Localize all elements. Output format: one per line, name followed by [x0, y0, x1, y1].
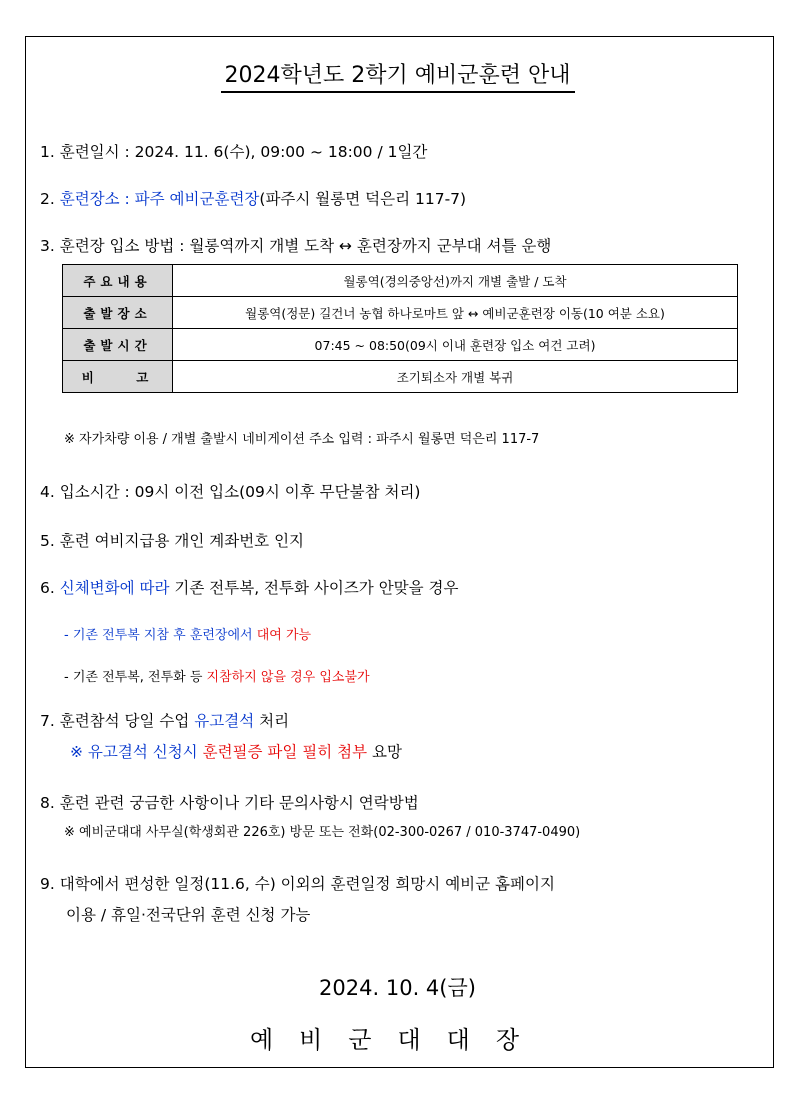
signer: 예비군대대장: [249, 1026, 546, 1054]
item-contact: 8. 훈련 관련 궁금한 사항이나 기타 문의사항시 연락방법: [40, 794, 419, 812]
row-label: 비 고: [63, 361, 173, 393]
absence-note: ※ 유고결석 신청시 훈련필증 파일 필히 첨부 요망: [70, 743, 402, 761]
uniform-highlight: 신체변화에 따라: [59, 579, 170, 597]
row-value: 월롱역(정문) 길건너 농협 하나로마트 앞 ↔ 예비군훈련장 이동(10 여분 소요): [173, 297, 738, 329]
row-label: 출발시간: [63, 329, 173, 361]
location-highlight: 훈련장소 : 파주 예비군훈련장: [59, 190, 260, 208]
contact-details: ※ 예비군대대 사무실(학생회관 226호) 방문 또는 전화(02-300-0267 / 010-3747-0490): [64, 825, 581, 840]
issue-date: 2024. 10. 4(금): [319, 976, 476, 1000]
item-other-schedule-cont: 이용 / 휴일·전국단위 훈련 신청 가능: [66, 906, 311, 924]
table-row: [63, 265, 738, 297]
item-entry-method: 3. 훈련장 입소 방법 : 월롱역까지 개별 도착 ↔ 훈련장까지 군부대 셔틀 운행: [40, 237, 552, 255]
row-value: 월롱역(경의중앙선)까지 개별 출발 / 도착: [173, 265, 738, 297]
uniform-required-note: - 기존 전투복, 전투화 등 지참하지 않을 경우 입소불가: [64, 670, 370, 685]
item-location: 2. 훈련장소 : 파주 예비군훈련장(파주시 월롱면 덕은리 117-7): [40, 190, 467, 208]
page-title: 2024학년도 2학기 예비군훈련 안내: [0, 58, 795, 93]
row-label: 출발장소: [63, 297, 173, 329]
table-row: [63, 361, 738, 393]
item-entry-time: 4. 입소시간 : 09시 이전 입소(09시 이후 무단불참 처리): [40, 483, 421, 501]
item-class-absence: 7. 훈련참석 당일 수업 유고결석 처리: [40, 712, 290, 730]
table-row: [63, 329, 738, 361]
transport-table: [62, 264, 738, 393]
table-note: ※ 자가차량 이용 / 개별 출발시 네비게이션 주소 입력 : 파주시 월롱면 덕은리 117-7: [64, 432, 540, 447]
item-bank-account: 5. 훈련 여비지급용 개인 계좌번호 인지: [40, 532, 305, 550]
item-uniform-size: 6. 신체변화에 따라 기존 전투복, 전투화 사이즈가 안맞을 경우: [40, 579, 459, 597]
row-label: 주요내용: [63, 265, 173, 297]
row-value: 조기퇴소자 개별 복귀: [173, 361, 738, 393]
item-schedule: 1. 훈련일시 : 2024. 11. 6(수), 09:00 ~ 18:00 / 1일간: [40, 143, 428, 161]
table-row: [63, 297, 738, 329]
row-value: 07:45 ~ 08:50(09시 이내 훈련장 입소 여건 고려): [173, 329, 738, 361]
uniform-rental-note: - 기존 전투복 지참 후 훈련장에서 대여 가능: [64, 628, 312, 643]
item-other-schedule: 9. 대학에서 편성한 일정(11.6, 수) 이외의 훈련일정 희망시 예비군 홈페이지: [40, 875, 555, 893]
